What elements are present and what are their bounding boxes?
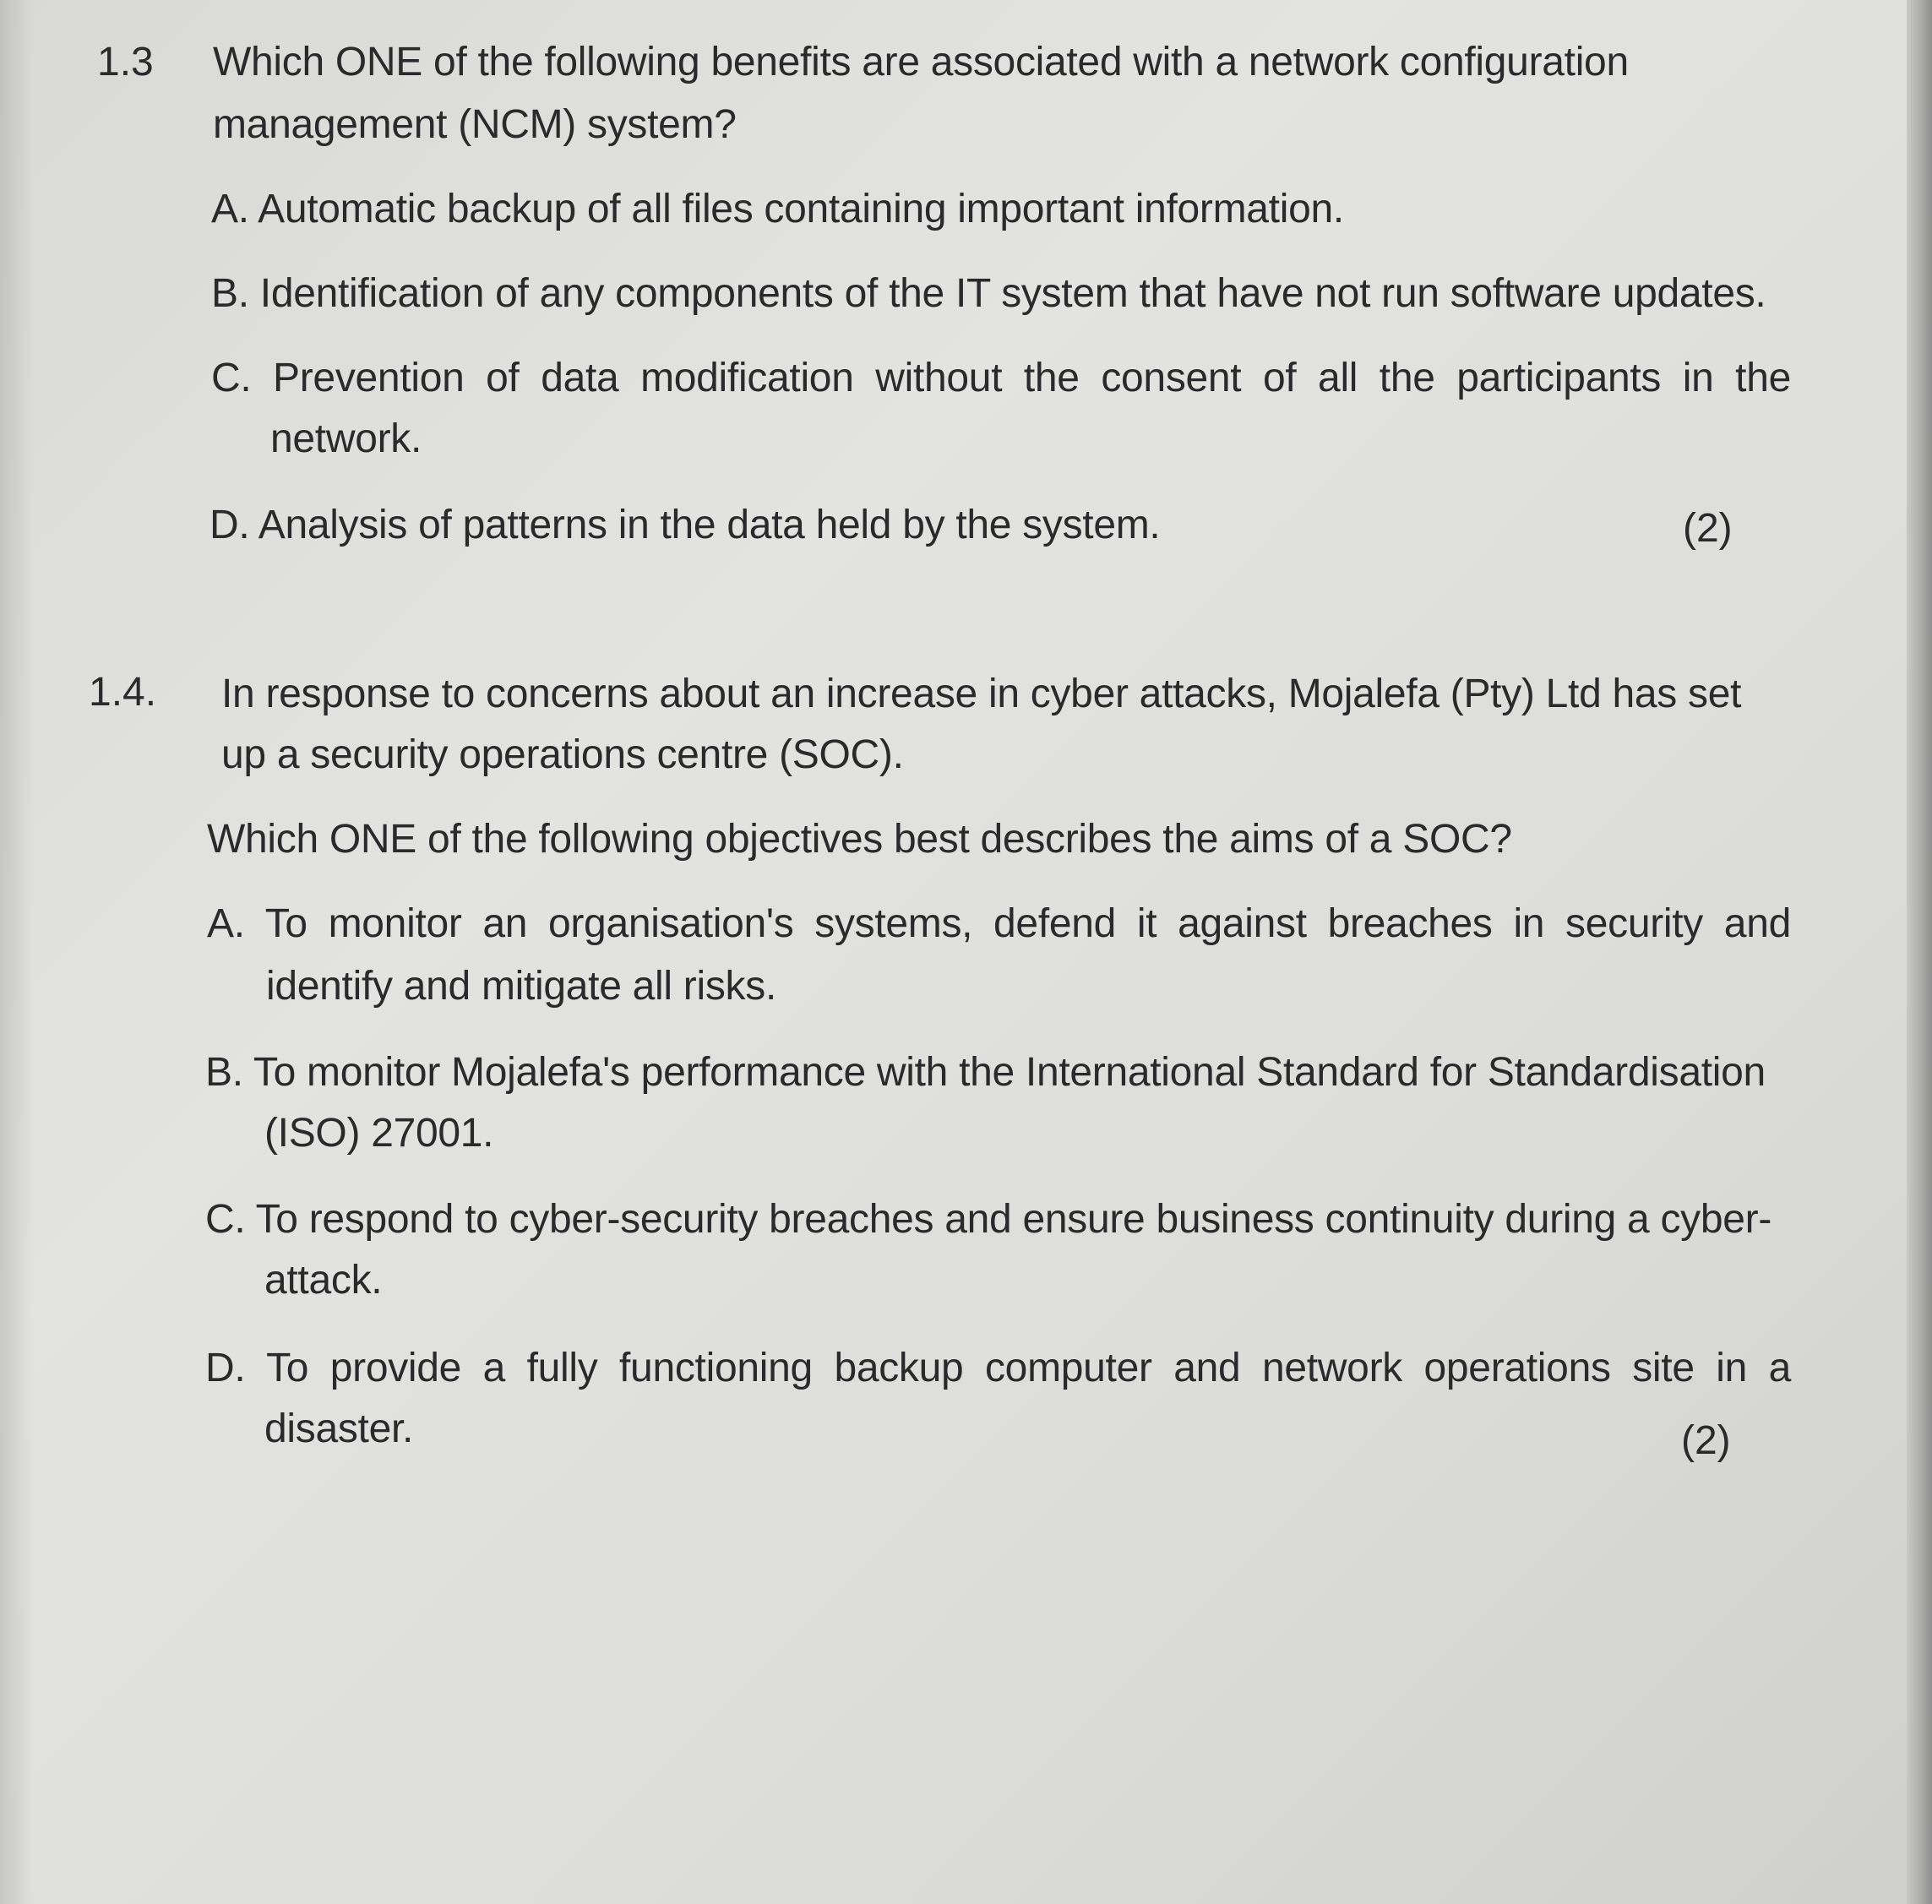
option-c-line-1: C. Prevention of data modification without the consent of all the participants in the (211, 356, 1791, 400)
page-shadow-left (0, 0, 34, 1904)
option-b-line-2: (ISO) 27001. (264, 1111, 494, 1156)
question-stem-line-2: management (NCM) system? (213, 102, 737, 147)
option-a-line-1: A. To monitor an organisation's systems, defend it against breaches in security and (207, 901, 1791, 946)
question-prompt: Which ONE of the following objectives best describes the aims of a SOC? (207, 817, 1512, 862)
question-number: 1.4. (89, 670, 157, 715)
option-a-line-2: identify and mitigate all risks. (266, 964, 776, 1009)
option-c-line-2: attack. (264, 1258, 383, 1303)
option-d: D. Analysis of patterns in the data held by the system. (210, 503, 1161, 547)
marks-allocation: (2) (1681, 1418, 1731, 1463)
option-c-line-2: network. (270, 416, 422, 461)
option-d-line-1: D. To provide a fully functioning backup computer and network operations site in a (205, 1346, 1791, 1390)
marks-allocation: (2) (1683, 506, 1733, 551)
question-intro-line-2: up a security operations centre (SOC). (221, 732, 904, 777)
option-a: A. Automatic backup of all files containing important information. (211, 187, 1344, 231)
question-stem-line-1: Which ONE of the following benefits are associated with a network configuration (213, 40, 1629, 84)
page-edge-right (1907, 0, 1932, 1904)
question-intro-line-1: In response to concerns about an increase in cyber attacks, Mojalefa (Pty) Ltd has set (221, 672, 1742, 716)
option-b-line-1: B. To monitor Mojalefa's performance with the International Standard for Standardisation (205, 1050, 1766, 1095)
option-c-line-1: C. To respond to cyber-security breaches and ensure business continuity during a cyber- (205, 1197, 1772, 1242)
option-d-line-2: disaster. (264, 1406, 414, 1451)
option-b: B. Identification of any components of the IT system that have not run software updates. (211, 271, 1766, 316)
question-number: 1.3 (97, 40, 154, 84)
